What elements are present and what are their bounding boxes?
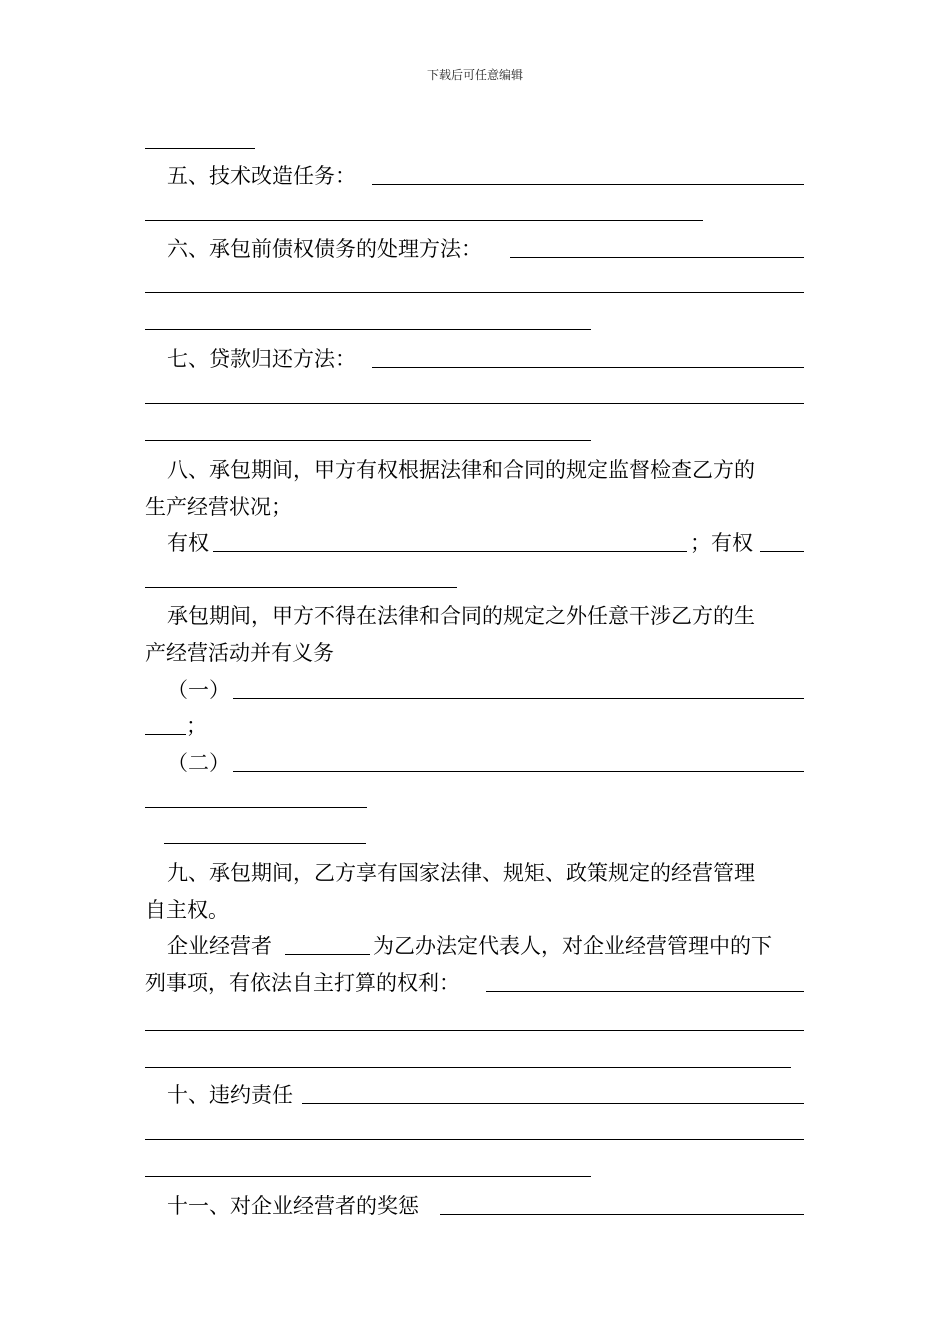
blank-line — [145, 292, 804, 293]
blank-line — [164, 843, 366, 844]
blank-line — [145, 1067, 791, 1068]
section-11-label: 十一、对企业经营者的奖惩 — [167, 1194, 419, 1218]
blank-line — [145, 220, 703, 221]
duty-item-1-end: ； — [186, 714, 207, 738]
section-10-label: 十、违约责任 — [167, 1083, 293, 1107]
blank-line — [302, 1103, 804, 1104]
section-8-line2: 生产经营状况； — [145, 495, 292, 519]
blank-line — [145, 440, 591, 441]
blank-line — [233, 698, 804, 699]
blank-line — [145, 807, 367, 808]
blank-line — [372, 184, 804, 185]
operator-rights: 列事项，有依法自主打算的权利： — [145, 971, 460, 995]
blank-line — [145, 403, 804, 404]
blank-line — [760, 551, 804, 552]
blank-line — [145, 734, 186, 735]
operator-prefix: 企业经营者 — [167, 934, 272, 958]
duty-item-1-label: （一） — [167, 678, 230, 702]
rights-mid: ；有权 — [690, 531, 753, 555]
blank-line — [145, 1176, 591, 1177]
blank-line — [145, 587, 457, 588]
section-8-line1: 八、承包期间，甲方有权根据法律和合同的规定监督检查乙方的 — [167, 458, 755, 482]
blank-line — [233, 771, 804, 772]
rights-prefix: 有权 — [167, 531, 209, 555]
duty-item-2-label: （二） — [167, 751, 230, 775]
blank-line — [440, 1214, 804, 1215]
blank-line — [145, 1139, 804, 1140]
blank-line — [285, 954, 370, 955]
page-header: 下载后可任意编辑 — [426, 68, 523, 82]
blank-line — [510, 257, 804, 258]
section-9-line2: 自主权。 — [145, 898, 229, 922]
blank-line — [145, 329, 591, 330]
operator-suffix: 为乙办法定代表人，对企业经营管理中的下 — [373, 934, 772, 958]
blank-line — [372, 367, 804, 368]
blank-line — [213, 551, 687, 552]
section-5-label: 五、技术改造任务： — [167, 164, 356, 188]
section-6-label: 六、承包前债权债务的处理方法： — [167, 237, 482, 261]
section-7-label: 七、贷款归还方法： — [167, 347, 356, 371]
section-9-line1: 九、承包期间，乙方享有国家法律、规矩、政策规定的经营管理 — [167, 861, 755, 885]
blank-line — [145, 148, 255, 149]
blank-line — [486, 991, 804, 992]
duty-line2: 产经营活动并有义务 — [145, 641, 334, 665]
duty-line1: 承包期间，甲方不得在法律和合同的规定之外任意干涉乙方的生 — [167, 604, 755, 628]
blank-line — [145, 1030, 804, 1031]
